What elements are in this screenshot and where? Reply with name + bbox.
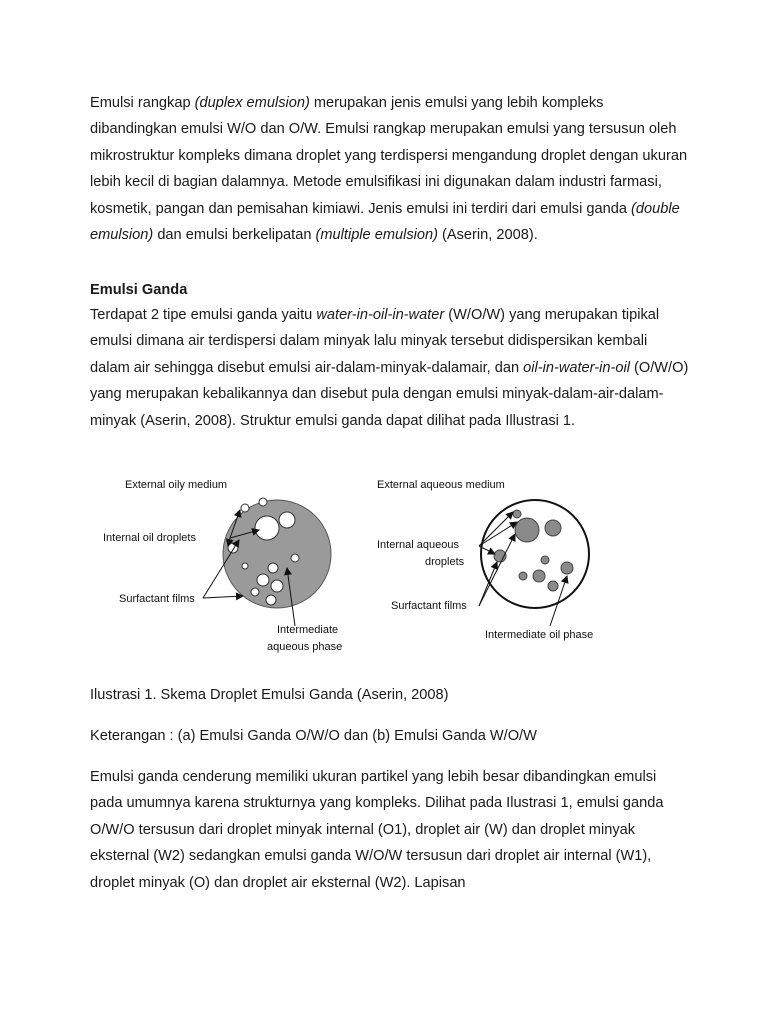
italic-term: oil-in-water-in-oil xyxy=(523,359,630,376)
label-intermediate-oil-phase: Intermediate oil phase xyxy=(485,629,594,641)
italic-term: (multiple emulsion) xyxy=(315,227,438,244)
text-run: dan emulsi berkelipatan xyxy=(153,227,316,244)
internal-oil-droplet xyxy=(257,574,269,586)
paragraph-particle-size: Emulsi ganda cenderung memiliki ukuran partikel yang lebih besar dibandingkan emulsi pada umumnya karena strukturnya yang kompleks. Dilihat pada Ilustrasi 1, emulsi ganda O/W/O tersusun dari droplet minyak internal (O1), droplet air (W) dan droplet minyak eksternal (W2) sedangkan emulsi ganda W/O/W tersusun dari droplet air internal (W1), droplet minyak (O) dan droplet air eksternal (W2). Lapisan xyxy=(90,769,664,891)
internal-oil-droplet xyxy=(268,563,278,573)
internal-oil-droplet xyxy=(279,512,295,528)
text-run: Emulsi rangkap xyxy=(90,95,195,111)
internal-oil-droplet xyxy=(251,588,259,596)
internal-aqueous-droplet xyxy=(561,562,573,574)
label-external-oily-medium: External oily medium xyxy=(125,479,228,491)
internal-oil-droplet xyxy=(291,554,299,562)
internal-oil-droplet xyxy=(241,504,249,512)
text-run: (O/W/O) yang merupakan kebalikannya dan disebut pula dengan emulsi minyak-dalam-air-dalam-minyak (Aserin, 2008). Struktur emulsi ganda dapat dilihat pada Illustrasi 1. xyxy=(90,359,689,429)
wow-diagram xyxy=(377,479,593,641)
figure-caption: Ilustrasi 1. Skema Droplet Emulsi Ganda (Aserin, 2008) xyxy=(90,687,449,703)
figure-legend: Keterangan : (a) Emulsi Ganda O/W/O dan (b) Emulsi Ganda W/O/W xyxy=(90,728,537,744)
paragraph-double-emulsion xyxy=(90,302,690,434)
internal-aqueous-droplet xyxy=(519,572,527,580)
text-run: (W/O/W) yang merupakan tipikal emulsi dimana air terdispersi dalam minyak lalu minyak tersebut didispersikan kembali dalam air sehingga disebut emulsi air-dalam-minyak-dalamair, dan xyxy=(90,307,660,376)
label-aqueous-phase: aqueous phase xyxy=(267,641,343,653)
internal-oil-droplet xyxy=(266,595,276,605)
italic-term: water-in-oil-in-water xyxy=(316,307,445,323)
emulsion-diagram xyxy=(95,468,615,663)
internal-aqueous-droplet xyxy=(533,570,545,582)
internal-aqueous-droplet xyxy=(541,556,549,564)
label-internal-oil-droplets: Internal oil droplets xyxy=(103,532,196,544)
label-surfactant-films: Surfactant films xyxy=(391,600,467,612)
italic-term: (duplex emulsion) xyxy=(194,95,310,111)
italic-term: (double emulsion) xyxy=(90,200,680,244)
internal-aqueous-droplet xyxy=(548,581,558,591)
label-droplets: droplets xyxy=(425,556,465,568)
label-external-aqueous-medium: External aqueous medium xyxy=(377,479,505,491)
internal-aqueous-droplet xyxy=(545,520,561,536)
label-internal-aqueous: Internal aqueous xyxy=(377,539,459,551)
internal-oil-droplet xyxy=(259,498,267,506)
internal-aqueous-droplet xyxy=(515,518,539,542)
internal-aqueous-droplet xyxy=(513,510,521,518)
arrow xyxy=(203,596,243,598)
paragraph-duplex-emulsion xyxy=(90,90,690,248)
internal-oil-droplet xyxy=(255,516,279,540)
text-run: merupakan jenis emulsi yang lebih kompleks dibandingkan emulsi W/O dan O/W. Emulsi rangkap merupakan emulsi yang tersusun oleh mikrostruktur kompleks dimana droplet yang terdispersi mengandung droplet dengan ukuran lebih kecil di bagian dalamnya. Metode emulsifikasi ini digunakan dalam industri farmasi, kosmetik, pangan dan pemisahan kimiawi. Jenis emulsi ini terdiri dari emulsi ganda xyxy=(90,95,688,217)
owo-diagram xyxy=(103,479,342,653)
internal-oil-droplet xyxy=(271,580,283,592)
section-heading: Emulsi Ganda xyxy=(90,282,188,298)
internal-oil-droplet xyxy=(242,563,248,569)
text-run: Terdapat 2 tipe emulsi ganda yaitu xyxy=(90,307,317,323)
label-surfactant-films: Surfactant films xyxy=(119,593,195,605)
label-intermediate: Intermediate xyxy=(277,624,339,636)
text-run: (Aserin, 2008). xyxy=(437,227,538,244)
